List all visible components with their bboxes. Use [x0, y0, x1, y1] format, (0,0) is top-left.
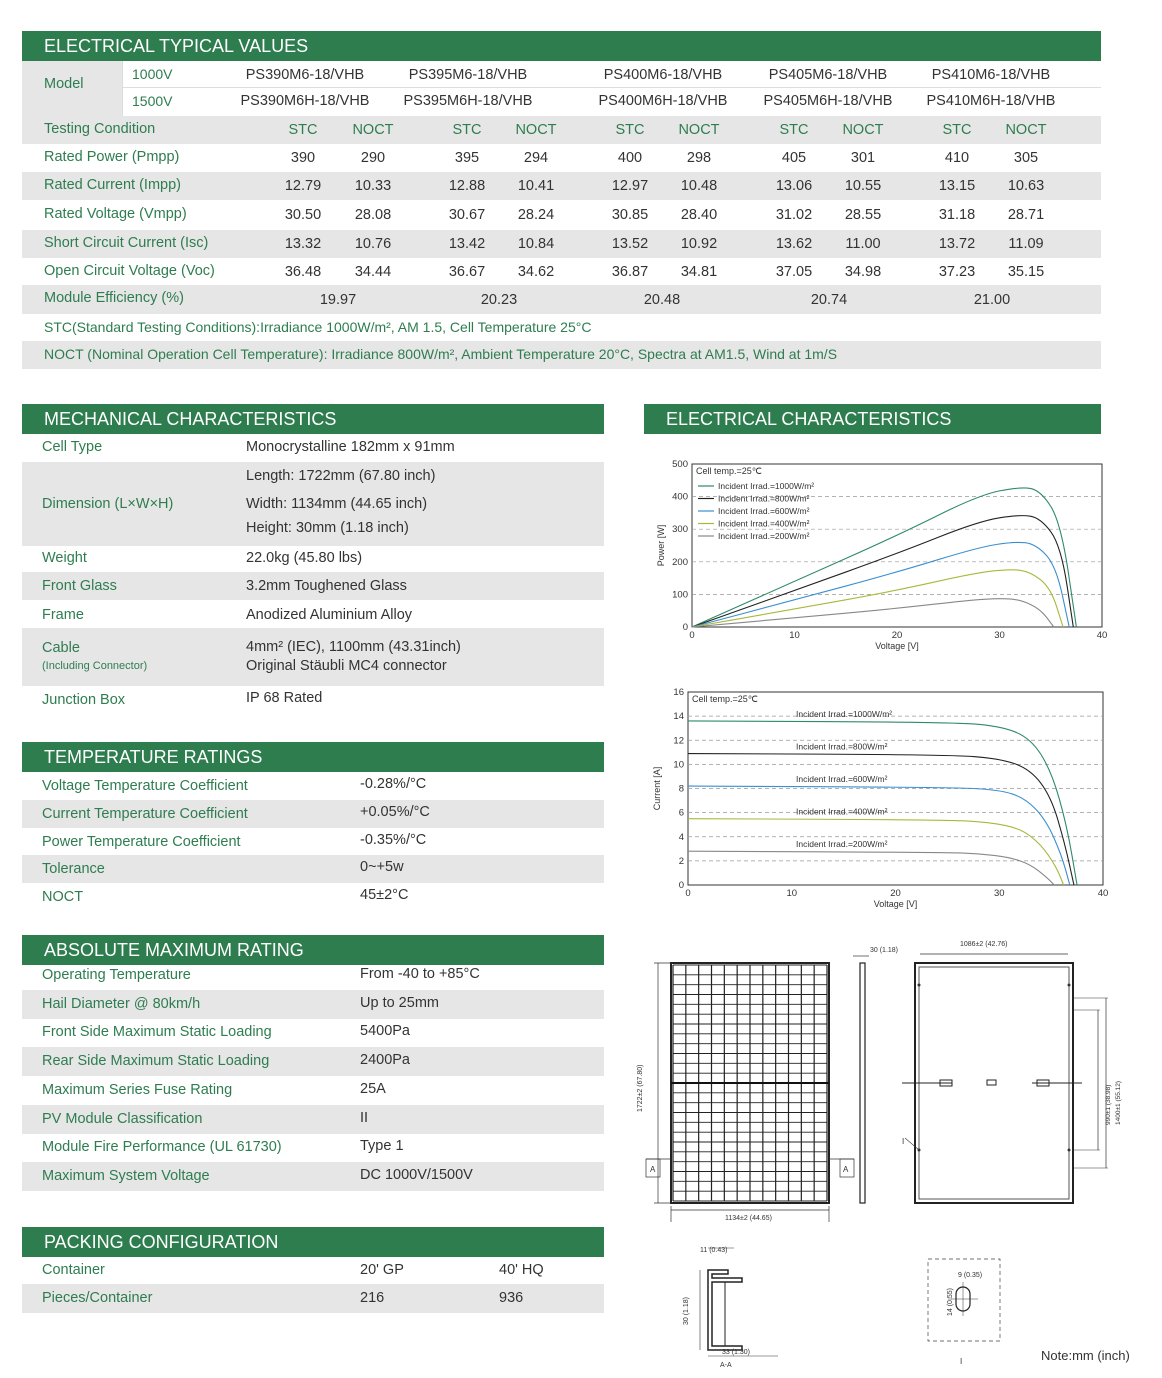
abs-label: Maximum Series Fuse Rating: [42, 1081, 233, 1098]
temp-value: 45±2°C: [360, 887, 409, 903]
section-header: ABSOLUTE MAXIMUM RATING: [22, 935, 604, 965]
table-cell: 301: [850, 150, 876, 166]
model-1500v: PS395M6H-18/VHB: [403, 93, 533, 109]
x-axis-label: Voltage [V]: [875, 641, 919, 651]
table-row-bg: [22, 855, 604, 883]
table-cell: 30.50: [284, 207, 322, 223]
dim-30-section: 30 (1.18): [683, 1296, 690, 1325]
cable-value-1: 4mm² (IEC), 1100mm (43.31inch): [246, 639, 461, 655]
table-cell: 11.09: [1008, 236, 1044, 252]
model-1500v: PS410M6H-18/VHB: [926, 93, 1056, 109]
table-cell: 36.67: [448, 264, 486, 280]
model-1000v: PS395M6-18/VHB: [408, 67, 528, 83]
model-1000v: PS410M6-18/VHB: [931, 67, 1051, 83]
x-tick-label: 40: [1097, 888, 1109, 899]
cell-temp-annotation: Cell temp.=25℃: [696, 466, 762, 476]
efficiency-value: 21.00: [973, 292, 1011, 308]
efficiency-value: 19.97: [319, 292, 357, 308]
x-tick-label: 10: [789, 630, 800, 641]
elec-char-header: ELECTRICAL CHARACTERISTICS: [644, 404, 1101, 434]
x-tick-label: 40: [1096, 630, 1108, 641]
table-cell: 13.32: [284, 236, 322, 252]
table-row-label: Open Circuit Voltage (Voc): [44, 263, 215, 279]
glass-label: Front Glass: [42, 578, 117, 594]
table-cell: 10.55: [844, 178, 882, 194]
table-cell: 11.00: [845, 236, 881, 252]
frame-section: [683, 1247, 778, 1369]
table-cell: 10.92: [680, 236, 718, 252]
section-aa-label: A-A: [720, 1362, 732, 1369]
abs-value: II: [360, 1109, 369, 1126]
weight-label: Weight: [42, 550, 87, 566]
table-cell: 400: [617, 150, 643, 166]
table-cell: 37.05: [775, 264, 813, 280]
section-header: MECHANICAL CHARACTERISTICS: [22, 404, 604, 434]
abs-value: DC 1000V/1500V: [360, 1166, 473, 1183]
back-view: [902, 941, 1122, 1203]
abs-label: Operating Temperature: [42, 967, 191, 983]
dim-1134: 1134±2 (44.65): [725, 1215, 772, 1222]
table-cell: 28.24: [517, 207, 555, 223]
dim-14: 14 (0.55): [947, 1287, 954, 1316]
table-cell: STC: [942, 122, 972, 138]
dimension-label: Dimension (L×W×H): [42, 496, 174, 512]
temp-value: +0.05%/°C: [360, 804, 430, 820]
x-tick-label: 30: [993, 888, 1005, 899]
legend-entry: Incident Irrad.=600W/m²: [718, 506, 810, 516]
section-a-right: A: [843, 1165, 849, 1174]
efficiency-value: 20.23: [480, 292, 518, 308]
table-row-label: Rated Current (Impp): [44, 177, 181, 193]
table-cell: 36.87: [611, 264, 649, 280]
temp-label: Voltage Temperature Coefficient: [42, 778, 248, 794]
table-cell: NOCT: [842, 122, 884, 138]
temp-value: 0~+5w: [360, 859, 404, 875]
x-tick-label: 20: [890, 888, 901, 899]
abs-label: Hail Diameter @ 80km/h: [42, 995, 201, 1012]
dim-33: 33 (1.30): [722, 1349, 751, 1356]
efficiency-value: 20.48: [643, 292, 681, 308]
jbox-label: Junction Box: [42, 692, 126, 708]
table-cell: 294: [523, 150, 549, 166]
table-cell: 290: [360, 150, 386, 166]
cell-temp-annotation: Cell temp.=25℃: [692, 694, 758, 704]
cable-row: [22, 628, 604, 686]
width-value: Width: 1134mm (44.65 inch): [246, 496, 428, 512]
dim-1722: 1722±2 (67.80): [637, 1064, 644, 1112]
table-cell: 13.62: [775, 236, 813, 252]
container-label: Container: [42, 1262, 105, 1278]
table-cell: 13.15: [938, 178, 976, 194]
table-cell: 34.62: [517, 264, 555, 280]
series-label: Incident Irrad.=600W/m²: [796, 774, 888, 785]
electrical-typical-section: [22, 31, 1101, 371]
packing-section: [22, 1227, 604, 1313]
y-tick-label: 12: [673, 735, 684, 747]
dim-1400: 1400±1 (55.12): [1115, 1080, 1122, 1125]
divider: [122, 61, 123, 116]
y-axis-label: Power [W]: [656, 524, 666, 567]
abs-label: Rear Side Maximum Static Loading: [42, 1053, 270, 1070]
temp-value: -0.35%/°C: [360, 832, 427, 848]
table-cell: 35.15: [1007, 264, 1045, 280]
legend-entry: Incident Irrad.=800W/m²: [718, 493, 810, 504]
model-1500v: PS405M6H-18/VHB: [763, 93, 893, 109]
legend-entry: Incident Irrad.=200W/m²: [718, 531, 810, 541]
frame-value: Anodized Aluminium Alloy: [246, 607, 413, 623]
table-cell: 34.81: [680, 264, 718, 280]
table-cell: 34.98: [844, 264, 882, 280]
table-cell: 13.42: [448, 236, 486, 252]
side-view: [853, 947, 898, 1203]
table-cell: 34.44: [354, 264, 392, 280]
current-voltage-chart: [644, 680, 1114, 910]
frame-label: Frame: [42, 607, 84, 623]
x-tick-label: 0: [685, 888, 691, 899]
units-note: Note:mm (inch): [1041, 1348, 1130, 1363]
y-tick-label: 4: [678, 831, 684, 843]
cable-label: Cable: [42, 640, 80, 656]
y-tick-label: 0: [678, 880, 684, 891]
length-value: Length: 1722mm (67.80 inch): [246, 468, 436, 484]
series-label: Incident Irrad.=200W/m²: [796, 839, 888, 850]
divider: [122, 87, 1101, 88]
efficiency-label: Module Efficiency (%): [44, 290, 184, 306]
height-value: Height: 30mm (1.18 inch): [246, 520, 409, 536]
table-cell: 28.08: [354, 207, 392, 223]
v1500-label: 1500V: [132, 93, 173, 109]
table-cell: NOCT: [678, 122, 720, 138]
temp-value: -0.28%/°C: [360, 776, 427, 792]
mechanical-section: [22, 404, 604, 716]
table-cell: 13.72: [938, 236, 976, 252]
table-cell: NOCT: [515, 122, 557, 138]
module-drawing: [630, 930, 1150, 1370]
dim-1086: 1086±2 (42.76): [960, 941, 1008, 948]
model-1000v: PS405M6-18/VHB: [768, 67, 888, 83]
table-row-label: Short Circuit Current (Isc): [44, 235, 209, 251]
series-label: Incident Irrad.=800W/m²: [796, 741, 888, 752]
table-cell: 28.55: [844, 207, 882, 223]
abs-label: Module Fire Performance (UL 61730): [42, 1139, 282, 1156]
table-cell: STC: [779, 122, 809, 138]
x-tick-label: 0: [689, 630, 695, 641]
y-tick-label: 300: [672, 524, 688, 536]
abs-label: Front Side Maximum Static Loading: [42, 1024, 272, 1041]
temp-label: Tolerance: [42, 861, 105, 877]
section-header: ELECTRICAL TYPICAL VALUES: [22, 31, 1101, 61]
dim-30: 30 (1.18): [870, 947, 899, 954]
glass-value: 3.2mm Toughened Glass: [246, 578, 407, 594]
y-tick-label: 2: [678, 855, 684, 867]
table-cell: 10.41: [517, 178, 555, 194]
temp-label: NOCT: [42, 889, 84, 905]
v1000-label: 1000V: [132, 66, 173, 82]
dim-9: 9 (0.35): [958, 1272, 983, 1279]
table-cell: STC: [615, 122, 645, 138]
model-1000v: PS400M6-18/VHB: [603, 67, 723, 83]
y-tick-label: 10: [673, 759, 684, 771]
table-cell: 12.97: [611, 178, 649, 194]
cable-value-2: Original Stäubli MC4 connector: [246, 658, 447, 674]
table-cell: 13.52: [611, 236, 649, 252]
section-header: PACKING CONFIGURATION: [22, 1227, 604, 1257]
pieces-40hq: 936: [499, 1290, 524, 1306]
y-tick-label: 8: [678, 783, 684, 795]
temp-label: Current Temperature Coefficient: [42, 806, 248, 822]
table-cell: 298: [686, 150, 712, 166]
section-a-left: A: [650, 1165, 656, 1174]
table-cell: 12.79: [284, 178, 322, 194]
absolute-max-section: [22, 935, 604, 1193]
table-cell: NOCT: [352, 122, 394, 138]
hole-detail: [928, 1259, 1000, 1366]
x-axis-label: Voltage [V]: [873, 899, 918, 909]
temperature-section: [22, 742, 604, 912]
table-cell: 10.48: [680, 178, 718, 194]
power-voltage-chart: [644, 455, 1114, 660]
model-label: Model: [44, 76, 84, 92]
pieces-20gp: 216: [360, 1290, 385, 1306]
cable-sublabel: (Including Connector): [42, 660, 148, 672]
table-cell: 36.48: [284, 264, 322, 280]
legend-entry: Incident Irrad.=1000W/m²: [718, 481, 815, 491]
container-40hq: 40' HQ: [499, 1262, 544, 1278]
model-1500v: PS400M6H-18/VHB: [598, 93, 728, 109]
table-cell: 10.63: [1007, 178, 1045, 194]
front-view: [637, 963, 854, 1222]
weight-value: 22.0kg (45.80 lbs): [246, 550, 363, 566]
x-tick-label: 20: [891, 630, 903, 641]
y-tick-label: 500: [672, 459, 688, 470]
y-tick-label: 14: [673, 711, 684, 723]
table-cell: 390: [290, 150, 316, 166]
table-cell: 31.02: [775, 207, 813, 223]
table-cell: 12.88: [448, 178, 486, 194]
table-cell: 30.67: [448, 207, 486, 223]
series-label: Incident Irrad.=1000W/m²: [796, 708, 893, 719]
noct-note: NOCT (Nominal Operation Cell Temperature): Irradiance 800W/m², Ambient Temperature 20°C, Spectra at AM1.5, Wind at 1m/S: [44, 346, 838, 362]
jbox-value: IP 68 Rated: [246, 690, 323, 706]
cell-type-value: Monocrystalline 182mm x 91mm: [246, 439, 455, 455]
cell-type-label: Cell Type: [42, 439, 103, 455]
dim-11: 11 (0.43): [700, 1247, 728, 1254]
x-tick-label: 30: [994, 630, 1005, 641]
table-cell: 31.18: [938, 207, 976, 223]
x-tick-label: 10: [786, 888, 798, 899]
pieces-label: Pieces/Container: [42, 1290, 153, 1306]
table-cell: 28.71: [1007, 207, 1045, 223]
table-row-label: Rated Power (Pmpp): [44, 149, 180, 165]
stc-note: STC(Standard Testing Conditions):Irradiance 1000W/m², AM 1.5, Cell Temperature 25°C: [44, 319, 592, 335]
table-cell: 13.06: [775, 178, 813, 194]
table-cell: 10.33: [354, 178, 392, 194]
table-row-label: Testing Condition: [44, 121, 156, 137]
abs-label: PV Module Classification: [42, 1110, 203, 1127]
detail-mark: I: [902, 1137, 905, 1146]
table-cell: 10.76: [354, 236, 392, 252]
table-cell: 37.23: [938, 264, 976, 280]
table-cell: STC: [452, 122, 482, 138]
abs-value: 5400Pa: [360, 1023, 410, 1040]
y-tick-label: 100: [672, 589, 688, 601]
table-cell: 405: [781, 150, 807, 166]
table-cell: 30.85: [611, 207, 649, 223]
abs-value: 2400Pa: [360, 1052, 410, 1069]
abs-value: 25A: [360, 1080, 386, 1097]
model-1000v: PS390M6-18/VHB: [245, 67, 365, 83]
abs-value: Up to 25mm: [360, 994, 439, 1011]
table-cell: STC: [288, 122, 318, 138]
abs-label: Maximum System Voltage: [42, 1167, 210, 1184]
y-tick-label: 400: [672, 491, 688, 503]
table-cell: 410: [944, 150, 970, 166]
table-cell: 28.40: [680, 207, 718, 223]
container-20gp: 20' GP: [360, 1262, 404, 1278]
y-axis-label: Current [A]: [652, 766, 662, 811]
abs-value: Type 1: [360, 1138, 404, 1155]
abs-value: From -40 to +85°C: [360, 966, 480, 982]
table-cell: 395: [454, 150, 480, 166]
dim-990: 990±1 (38.98): [1105, 1084, 1112, 1125]
table-cell: 305: [1013, 150, 1039, 166]
y-tick-label: 6: [678, 807, 684, 819]
series-label: Incident Irrad.=400W/m²: [796, 806, 888, 817]
legend-entry: Incident Irrad.=400W/m²: [718, 518, 810, 529]
table-cell: 10.84: [517, 236, 555, 252]
model-1500v: PS390M6H-18/VHB: [240, 93, 370, 109]
temp-label: Power Temperature Coefficient: [42, 834, 241, 850]
detail-label: I: [960, 1357, 963, 1366]
y-tick-label: 0: [682, 622, 688, 633]
section-header: TEMPERATURE RATINGS: [22, 742, 604, 772]
table-row-label: Rated Voltage (Vmpp): [44, 206, 187, 222]
y-tick-label: 16: [673, 687, 684, 698]
y-tick-label: 200: [672, 556, 688, 568]
table-cell: NOCT: [1005, 122, 1047, 138]
efficiency-value: 20.74: [810, 292, 848, 308]
